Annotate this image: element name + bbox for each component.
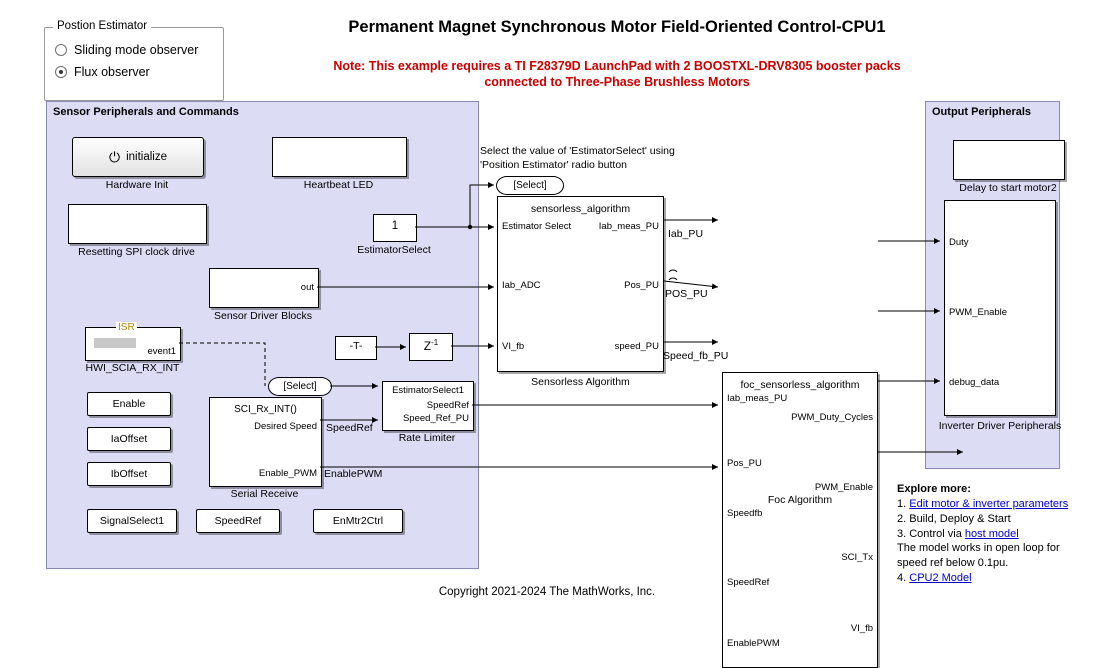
sensorless-input-estimator-select: Estimator Select: [502, 221, 572, 232]
foc-algorithm-title: foc_sensorless_algorithm: [740, 379, 860, 391]
foc-input-iab-meas-pu: Iab_meas_PU: [727, 393, 788, 404]
rate-limiter-caption: Rate Limiter: [398, 432, 456, 444]
sensorless-input-iab-adc: Iab_ADC: [502, 280, 541, 291]
position-estimator-group-label: Postion Estimator: [53, 20, 151, 32]
foc-output-sci-tx: SCI_Tx: [841, 552, 873, 563]
explore-item-3-pre: 3. Control via: [897, 527, 965, 540]
foc-input-enablepwm: EnablePWM: [727, 638, 780, 649]
annotation-line-1: Select the value of 'EstimatorSelect' using: [480, 145, 675, 157]
serial-receive-enable-pwm-port: Enable_PWM: [258, 468, 317, 479]
button-enable[interactable]: Enable: [87, 392, 171, 416]
foc-output-pwm-duty-cycles: PWM_Duty_Cycles: [791, 412, 873, 423]
explore-item-1-num: 1.: [897, 497, 907, 510]
sensorless-output-speed-pu: speed_PU: [614, 341, 659, 352]
button-signal-select1[interactable]: SignalSelect1: [87, 509, 177, 533]
rate-limiter-speedref-port: SpeedRef: [426, 400, 469, 411]
signal-pos-pu: POS_PU: [665, 288, 708, 300]
power-icon: ⏻: [109, 148, 121, 165]
foc-algorithm-caption: Foc Algorithm: [767, 494, 833, 506]
sensorless-output-iab-meas-pu: Iab_meas_PU: [598, 221, 659, 232]
sensorless-algorithm-caption: Sensorless Algorithm: [531, 376, 630, 388]
signal-speed-fb-pu: Speed_fb_PU: [663, 350, 729, 362]
hardware-init-label: initialize: [126, 151, 167, 163]
button-ib-offset[interactable]: IbOffset: [87, 462, 171, 486]
unit-delay-z: Z: [423, 339, 432, 353]
link-host-model[interactable]: host model: [964, 527, 1019, 540]
signal-enable-pwm: EnablePWM: [324, 468, 383, 480]
delay-start-motor2-caption: Delay to start motor2: [959, 182, 1057, 194]
button-en-mtr2-ctrl[interactable]: EnMtr2Ctrl: [313, 509, 403, 533]
annotation-line-2: 'Position Estimator' radio button: [480, 158, 627, 171]
copyright-text: Copyright 2021-2024 The MathWorks, Inc.: [438, 586, 656, 598]
inverter-port-pwm-enable: PWM_Enable: [949, 307, 1008, 318]
radio-label-flux-observer: Flux observer: [74, 65, 150, 79]
foc-input-pos-pu-2: Pos_PU: [727, 458, 762, 469]
foc-output-pwm-enable: PWM_Enable: [814, 482, 873, 493]
serial-receive-title: SCI_Rx_INT(): [234, 404, 297, 415]
isr-event1-port: event1: [147, 346, 176, 357]
button-ia-offset[interactable]: IaOffset: [87, 427, 171, 451]
inverter-port-debug-data: debug_data: [949, 377, 1000, 388]
serial-receive-caption: Serial Receive: [230, 488, 299, 500]
explore-item-3-desc: The model works in open loop for speed ref below 0.1pu.: [897, 542, 1060, 570]
heartbeat-led-caption: Heartbeat LED: [303, 179, 374, 191]
isr-tag: ISR: [118, 322, 135, 333]
estimator-select-value: 1: [391, 220, 399, 232]
spi-clock-reset-caption: Resetting SPI clock drive: [78, 246, 195, 258]
inverter-port-duty: Duty: [949, 237, 969, 248]
foc-output-vi-fb: VI_fb: [850, 623, 873, 634]
explore-item-4-num: 4.: [897, 572, 907, 585]
link-edit-motor-inverter-parameters[interactable]: Edit motor & inverter parameters: [909, 497, 1069, 510]
speedref-signal-label: SpeedRef: [326, 422, 373, 434]
hwi-scia-rx-int-caption: HWI_SCIA_RX_INT: [85, 362, 180, 374]
select-tag-mid[interactable]: [Select]: [268, 377, 332, 396]
rate-limiter-title: EstimatorSelect1: [392, 385, 464, 396]
sensor-driver-out-port: out: [300, 282, 314, 293]
sensorless-algorithm-title: sensorless_algorithm: [530, 203, 631, 215]
note-line-1: Note: This example requires a TI F28379D LaunchPad with 2 BOOSTXL-DRV8305 booster packs: [333, 59, 901, 73]
sensorless-output-pos-pu: Pos_PU: [624, 280, 659, 291]
signal-iab-pu: Iab_PU: [668, 228, 704, 240]
sensor-panel-title: Sensor Peripherals and Commands: [53, 106, 239, 118]
sensorless-input-vi-fb: VI_fb: [502, 341, 525, 352]
rate-limiter-speed-ref-pu-port: Speed_Ref_PU: [402, 413, 469, 424]
page-title: Permanent Magnet Synchronous Motor Field-Oriented Control-CPU1: [348, 18, 886, 36]
output-panel-title: Output Peripherals: [932, 106, 1032, 118]
inverter-driver-caption: Inverter Driver Peripherals: [938, 420, 1062, 432]
serial-receive-desired-speed-port: Desired Speed: [254, 421, 317, 432]
button-speed-ref[interactable]: SpeedRef: [196, 509, 280, 533]
unit-delay-exp: -1: [431, 338, 439, 347]
radio-label-sliding-mode: Sliding mode observer: [74, 43, 199, 57]
note-line-2: connected to Three-Phase Brushless Motors: [484, 74, 750, 89]
select-tag-top[interactable]: [Select]: [496, 176, 564, 195]
estimator-select-caption: EstimatorSelect: [357, 244, 431, 256]
gain-label: -T-: [349, 340, 363, 352]
sensor-driver-caption: Sensor Driver Blocks: [213, 310, 313, 322]
explore-item-2: 2. Build, Deploy & Start: [897, 512, 1011, 525]
explore-heading: Explore more:: [897, 483, 971, 495]
foc-input-speedref: SpeedRef: [727, 577, 770, 588]
link-cpu2-model[interactable]: CPU2 Model: [909, 572, 972, 585]
foc-input-speedfb: Speedfb: [727, 508, 763, 519]
hardware-init-caption: Hardware Init: [105, 179, 169, 191]
